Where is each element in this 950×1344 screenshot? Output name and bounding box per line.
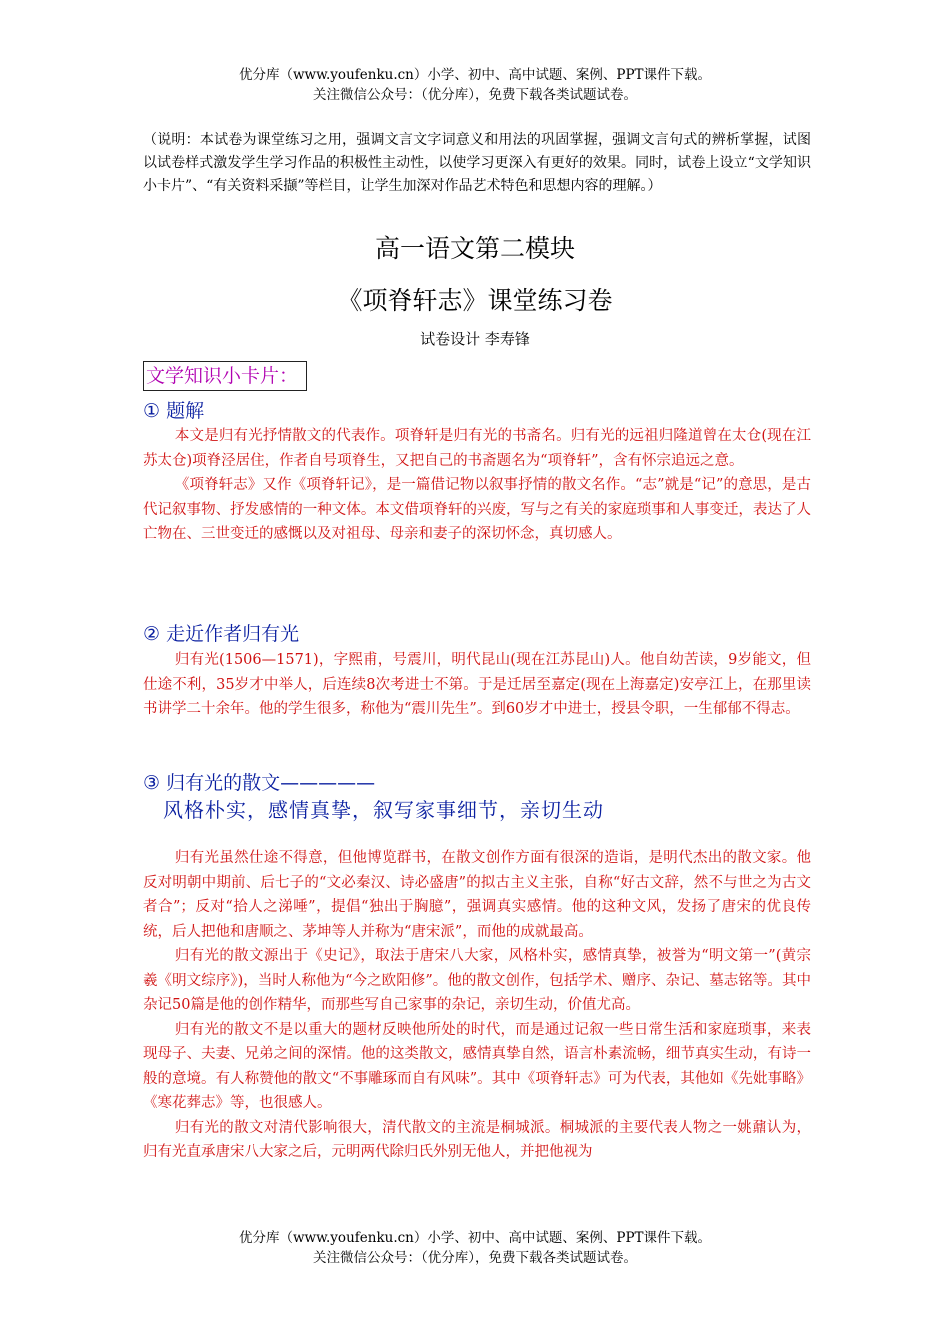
paragraph: 《项脊轩志》又作《项脊轩记》，是一篇借记物以叙事抒情的散文名作。“志”就是“记”的意思，是古代记叙事物、抒发感情的一种文体。本文借项脊轩的兴废，写与之有关的家庭琐事和人事变迁，表达了人亡物在、三世变迁的感慨以及对祖母、母亲和妻子的深切怀念，真切感人。	[143, 477, 811, 542]
footer-line-2: 关注微信公众号：（优分库），免费下载各类试题试卷。	[313, 1250, 637, 1266]
literary-knowledge-card-label: 文学知识小卡片：	[143, 361, 307, 391]
paragraph: 归有光的散文对清代影响很大，清代散文的主流是桐城派。桐城派的主要代表人物之一姚鼐认为，归有光直承唐宋八大家之后，元明两代除归氏外别无他人，并把他视为	[143, 1119, 811, 1160]
paragraph: 本文是归有光抒情散文的代表作。项脊轩是归有光的书斋名。归有光的远祖归隆道曾在太仓(现在江苏太仓)项脊泾居住，作者自号项脊生，又把自己的书斋题名为“项脊轩”，含有怀宗追远之意。	[143, 428, 811, 469]
section-2-body	[143, 648, 811, 722]
page-header	[0, 65, 950, 105]
section-heading-title-explanation: ① 题解	[143, 400, 205, 422]
section-3-body	[143, 846, 811, 1165]
header-line-2: 关注微信公众号：（优分库），免费下载各类试题试卷。	[313, 87, 637, 103]
section-subheading-prose-style: 风格朴实，感情真挚，叙写家事细节，亲切生动	[163, 798, 604, 822]
section-heading-prose: ③ 归有光的散文—————	[143, 772, 376, 794]
page-subtitle: 《项脊轩志》课堂练习卷	[337, 286, 613, 315]
section-heading-author: ② 走近作者归有光	[143, 623, 300, 645]
explanatory-note: （说明：本试卷为课堂练习之用，强调文言文字词意义和用法的巩固掌握，强调文言句式的辨析掌握，试图以试卷样式激发学生学习作品的积极性主动性，以使学习更深入有更好的效果。同时，试卷上设立“文学知识小卡片”、“有关资料采撷”等栏目，让学生加深对作品艺术特色和思想内容的理解。）	[143, 132, 811, 194]
footer-line-1: 优分库（www.youfenku.cn）小学、初中、高中试题、案例、PPT课件下载。	[238, 1230, 712, 1246]
page-title: 高一语文第二模块	[374, 234, 575, 263]
paragraph: 归有光的散文不是以重大的题材反映他所处的时代，而是通过记叙一些日常生活和家庭琐事，来表现母子、夫妻、兄弟之间的深情。他的这类散文，感情真挚自然，语言朴素流畅，细节真实生动，有诗一般的意境。有人称赞他的散文“不事雕琢而自有风味”。其中《项脊轩志》可为代表，其他如《先妣事略》《寒花葬志》等，也很感人。	[143, 1021, 811, 1111]
header-line-1: 优分库（www.youfenku.cn）小学、初中、高中试题、案例、PPT课件下载。	[238, 67, 712, 83]
section-1-body	[143, 424, 811, 547]
paragraph: 归有光虽然仕途不得意，但他博览群书，在散文创作方面有很深的造诣，是明代杰出的散文家。他反对明朝中期前、后七子的“文必秦汉、诗必盛唐”的拟古主义主张，自称“好古文辞，然不与世之为古文者合”；反对“拾人之涕唾”，提倡“独出于胸臆”，强调真实感情。他的这种文风，发扬了唐宋的优良传统，后人把他和唐顺之、茅坤等人并称为“唐宋派”，而他的成就最高。	[143, 850, 811, 940]
paragraph: 归有光的散文源出于《史记》，取法于唐宋八大家，风格朴实，感情真挚，被誉为“明文第一”(黄宗羲《明文综序》)，当时人称他为“今之欧阳修”。他的散文创作，包括学术、赠序、杂记、墓志铭等。其中杂记50篇是他的创作精华，而那些写自己家事的杂记，亲切生动，价值尤高。	[143, 948, 811, 1013]
paragraph: 归有光(1506—1571)，字熙甫，号震川，明代昆山(现在江苏昆山)人。他自幼苦读，9岁能文，但仕途不利，35岁才中举人，后连续8次考进士不第。于是迁居至嘉定(现在上海嘉定)安亭江上，在那里读书讲学二十余年。他的学生很多，称他为“震川先生”。到60岁才中进士，授县令职，一生郁郁不得志。	[143, 652, 811, 717]
page-footer	[0, 1228, 950, 1268]
author-line: 试卷设计 李寿锋	[420, 330, 530, 348]
